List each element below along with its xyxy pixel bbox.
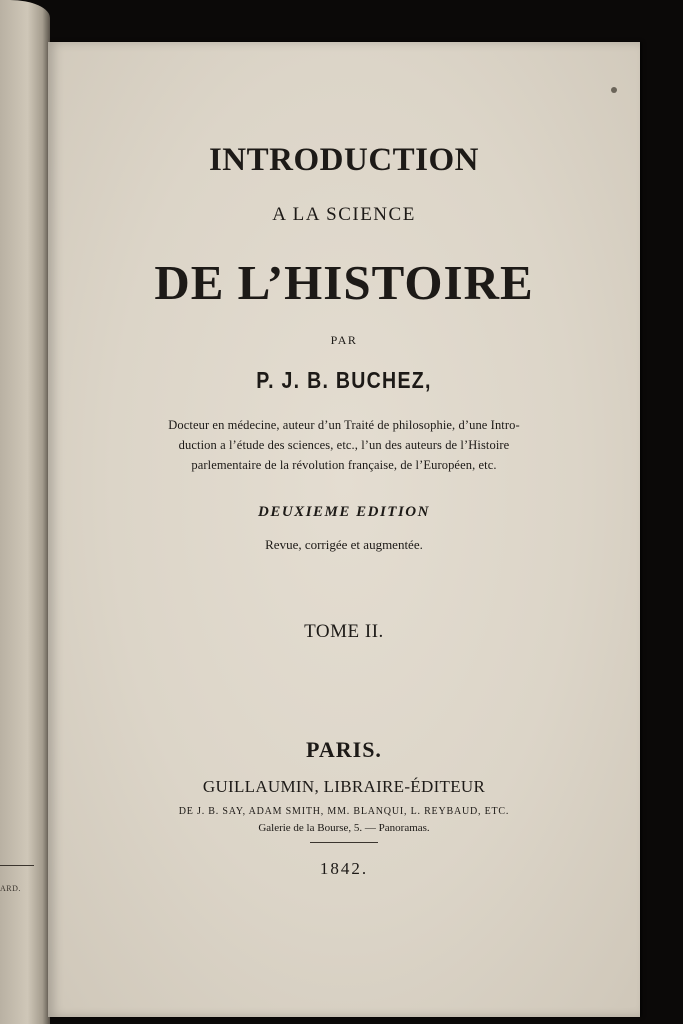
author-description [48,415,640,475]
main-title: DE L’HISTOIRE [154,255,534,310]
volume-number: TOME II. [304,621,384,642]
publisher-detail: DE J. B. SAY, ADAM SMITH, MM. BLANQUI, L. REYBAUD, ETC. [178,806,510,817]
revision-note: Revue, corrigée et augmentée. [265,537,423,552]
paper-spot [611,87,617,93]
by-line: PAR [330,333,358,347]
publisher: GUILLAUMIN, LIBRAIRE-ÉDITEUR [202,777,486,796]
facing-page-edge [0,0,50,1024]
title-a-la-science: A LA SCIENCE [272,204,416,225]
divider-rule [310,842,378,843]
publication-year: 1842. [319,859,369,878]
description-line: Docteur en médecine, auteur d’un Traité de philosophie, d’une Intro- [168,418,520,432]
title-introduction: INTRODUCTION [208,142,480,178]
description-line: duction a l’étude des sciences, etc., l’un des auteurs de l’Histoire [178,438,510,452]
title-page [48,42,640,1017]
facing-page-rule [0,865,34,866]
publication-city: PARIS. [306,737,382,762]
author-name: P. J. B. BUCHEZ, [256,367,432,393]
description-line: parlementaire de la révolution française, de l’Européen, etc. [191,458,497,472]
publisher-address: Galerie de la Bourse, 5. — Panoramas. [258,822,430,834]
edition: DEUXIEME EDITION [258,504,430,520]
facing-page-fragment: ARD. [0,884,21,893]
